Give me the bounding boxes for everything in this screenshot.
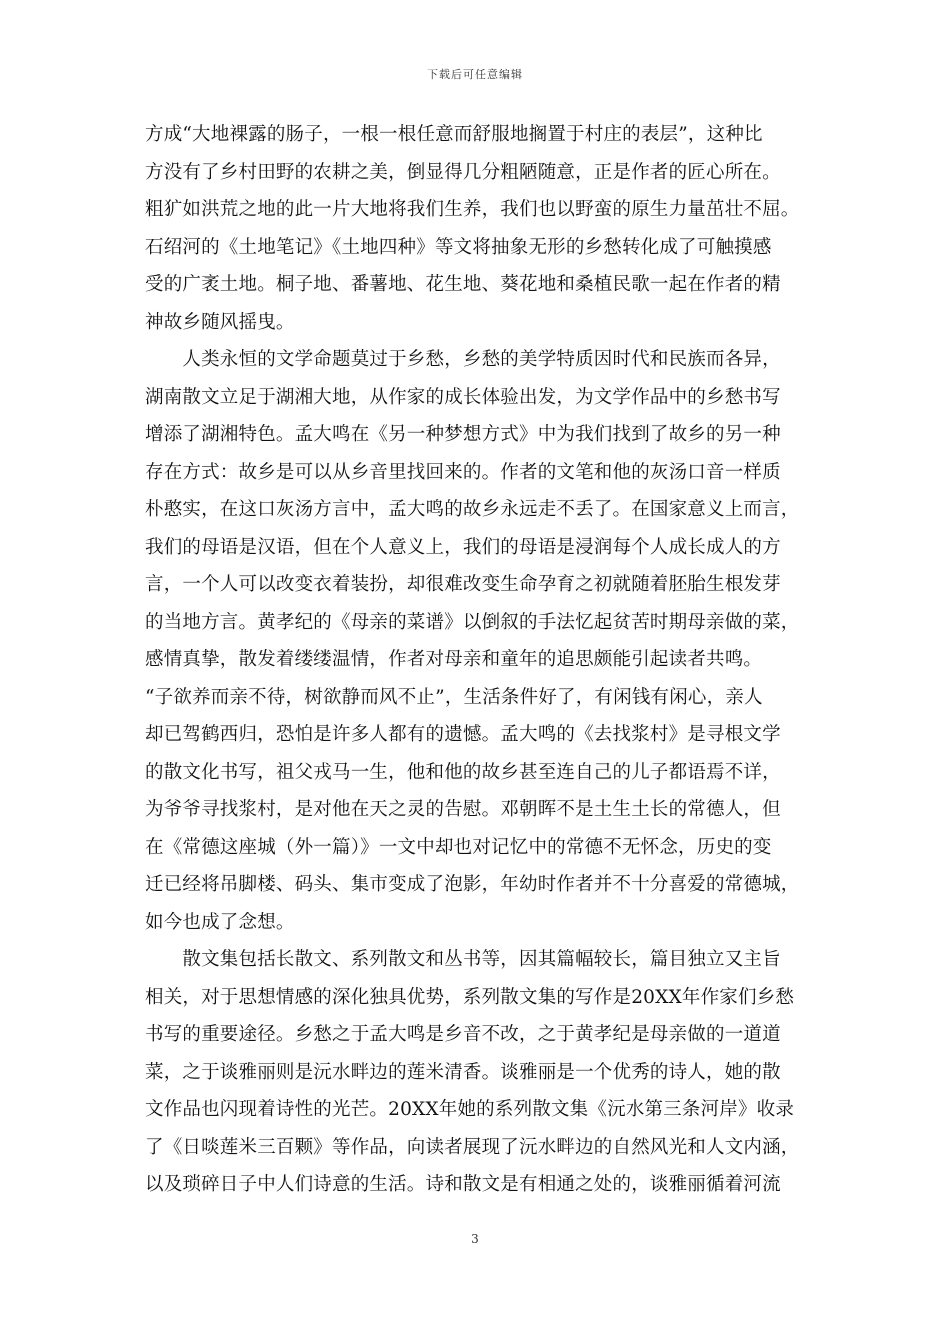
text-line: 粗犷如洪荒之地的此一片大地将我们生养，我们也以野蛮的原生力量茁壮不屈。 (145, 199, 800, 220)
text-line: “子欲养而亲不待，树欲静而风不止”，生活条件好了，有闲钱有闲心，亲人 (145, 686, 763, 708)
body-text (145, 116, 807, 1204)
text-line: 文作品也闪现着诗性的光芒。20XX年她的系列散文集《沅水第三条河岸》收录 (145, 1099, 795, 1120)
text-line: 湖南散文立足于湖湘大地，从作家的成长体验出发，为文学作品中的乡愁书写 (145, 386, 781, 408)
text-line: 石绍河的《土地笔记》《土地四种》等文将抽象无形的乡愁转化成了可触摸感 (145, 236, 772, 258)
text-line: 书写的重要途径。乡愁之于孟大鸣是乡音不改，之于黄孝纪是母亲做的一道道 (145, 1024, 781, 1045)
text-line: 在《常德这座城（外一篇）》一文中却也对记忆中的常德不无怀念，历史的变 (145, 836, 772, 858)
text-line: 方没有了乡村田野的农耕之美，倒显得几分粗陋随意，正是作者的匠心所在。 (145, 161, 781, 183)
text-line: 相关，对于思想情感的深化独具优势，系列散文集的写作是20XX年作家们乡愁 (145, 986, 795, 1008)
page-header: 下载后可任意编辑 (427, 68, 523, 81)
text-line: 存在方式：故乡是可以从乡音里找回来的。作者的文笔和他的灰汤口音一样质 (145, 461, 781, 483)
text-line: 受的广袤土地。桐子地、番薯地、花生地、葵花地和桑植民歌一起在作者的精 (145, 274, 781, 295)
text-line: 了《日啖莲米三百颗》等作品，向读者展现了沅水畔边的自然风光和人文内涵， (145, 1136, 800, 1158)
text-line: 迁已经将吊脚楼、码头、集市变成了泡影，年幼时作者并不十分喜爱的常德城， (145, 874, 800, 895)
text-line: 神故乡随风摇曳。 (145, 311, 295, 333)
text-line: 的当地方言。黄孝纪的《母亲的菜谱》以倒叙的手法忆起贫苦时期母亲做的菜， (145, 611, 800, 633)
text-line: 朴憨实，在这口灰汤方言中，孟大鸣的故乡永远走不丢了。在国家意义上而言， (145, 499, 800, 520)
text-line: 却已驾鹤西归，恐怕是许多人都有的遗憾。孟大鸣的《去找浆村》是寻根文学 (145, 724, 781, 745)
text-line: 的散文化书写，祖父戎马一生，他和他的故乡甚至连自己的儿子都语焉不详， (145, 761, 781, 783)
text-line: 菜，之于谈雅丽则是沅水畔边的莲米清香。谈雅丽是一个优秀的诗人，她的散 (145, 1061, 781, 1083)
text-line: 以及琐碎日子中人们诗意的生活。诗和散文是有相通之处的，谈雅丽循着河流 (145, 1174, 781, 1195)
text-line: 增添了湖湘特色。孟大鸣在《另一种梦想方式》中为我们找到了故乡的另一种 (145, 424, 781, 445)
page-number: 3 (471, 1232, 479, 1246)
text-line: 言，一个人可以改变衣着装扮，却很难改变生命孕育之初就随着胚胎生根发芽 (145, 574, 781, 595)
text-line: 人类永恒的文学命题莫过于乡愁，乡愁的美学特质因时代和民族而各异， (145, 349, 781, 370)
text-line: 散文集包括长散文、系列散文和丛书等，因其篇幅较长，篇目独立又主旨 (145, 949, 781, 970)
text-line: 我们的母语是汉语，但在个人意义上，我们的母语是浸润每个人成长成人的方 (145, 536, 781, 558)
text-line: 感情真挚，散发着缕缕温情，作者对母亲和童年的追思颇能引起读者共鸣。 (145, 649, 763, 670)
text-line: 方成“大地裸露的肠子，一根一根任意而舒服地搁置于村庄的表层”，这种比 (145, 124, 763, 145)
text-line: 如今也成了念想。 (145, 911, 295, 933)
text-line: 为爷爷寻找浆村，是对他在天之灵的告慰。邓朝晖不是土生土长的常德人，但 (145, 799, 781, 820)
